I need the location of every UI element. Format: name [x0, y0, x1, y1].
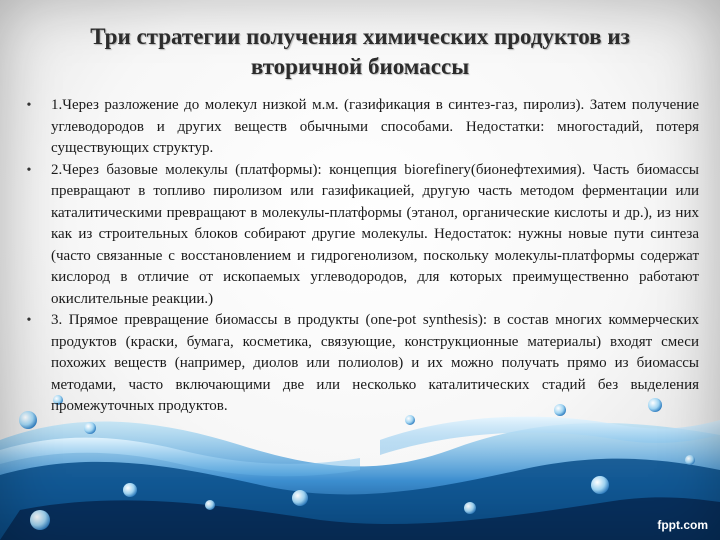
bullet-icon: • [26, 162, 32, 178]
bullet-item-2 [22, 160, 699, 311]
bullet-text: 3. Прямое превращение биомассы в продукты (one-pot synthesis): в состав многих коммерческих продуктов (краски, бумага, косметика, связующие, конструкционные материалы) входят смеси похожих веществ (например, диолов или полиолов) и их можно получать прямо из биомассы методами, часто включающими две или несколько каталитических стадий без выделения промежуточных продуктов. [51, 312, 699, 414]
bullet-item-3 [22, 310, 699, 418]
slide-title: Три стратегии получения химических продуктов из вторичной биомассы [90, 24, 630, 79]
bullet-item-1 [22, 95, 699, 160]
bullet-list [22, 95, 699, 418]
bullet-icon: • [26, 98, 32, 113]
bullet-text: 1.Через разложение до молекул низкой м.м. (газификация в синтез-газ, пиролиз). Затем получение углеводородов и других веществ обычными способами. Недостатки: многостадий, потеря существующих структур. [51, 97, 699, 156]
bullet-text: 2.Через базовые молекулы (платформы): концепция biorefinery(бионефтехимия). Часть биомассы превращают в топливо пиролизом или газификацией, другую часть методом ферментации или каталитическими превращают в молекулы-платформы (этанол, органические кислоты и др.), из них как из строительных блоков собирают другие молекулы. Недостаток: нужны новые пути синтеза (часто связанные с восстановлением и гидрогенолизом, поскольку молекулы-платформы содержат кислород в отличие от ископаемых углеводородов, для которых преимущественно работают окислительные реакции.) [51, 161, 699, 307]
bullet-icon: • [26, 313, 32, 328]
watermark-text: fppt.com [657, 518, 708, 532]
